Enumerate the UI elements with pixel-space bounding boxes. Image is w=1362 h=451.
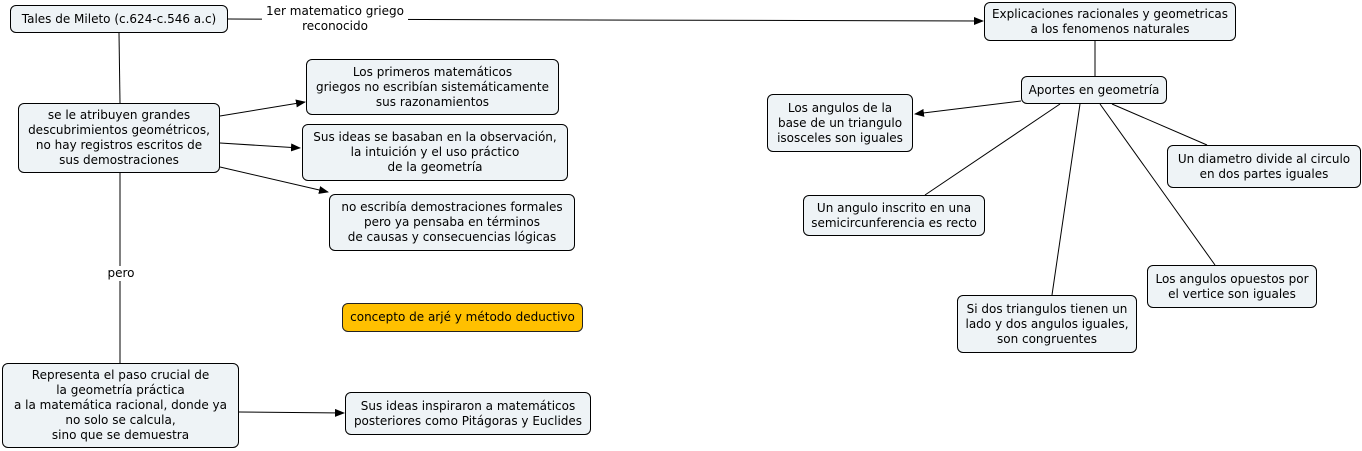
node-inscrito[interactable]: Un angulo inscrito en una semicircunferencia es recto bbox=[803, 195, 985, 236]
edge-aportes-diametro bbox=[1112, 104, 1207, 145]
edge-aportes-congruentes bbox=[1052, 104, 1080, 295]
node-representa[interactable]: Representa el paso crucial de la geometría práctica a la matemática racional, donde ya no solo se calcula, sino que se demuestra bbox=[2, 363, 239, 448]
node-inspiraron[interactable]: Sus ideas inspiraron a matemáticos posteriores como Pitágoras y Euclides bbox=[345, 392, 591, 435]
node-congruentes[interactable]: Si dos triangulos tienen un lado y dos angulos iguales, son congruentes bbox=[957, 295, 1137, 353]
node-diametro[interactable]: Un diametro divide al circulo en dos partes iguales bbox=[1167, 145, 1361, 188]
edge-label-reconocido: 1er matematico griego reconocido bbox=[262, 4, 408, 34]
edge-tales-atribuyen bbox=[119, 33, 120, 103]
node-no-escribia[interactable]: no escribía demostraciones formales pero ya pensaba en términos de causas y consecuencias lógicas bbox=[329, 194, 575, 251]
edge-atribuyen-primeros bbox=[220, 102, 305, 116]
node-explicaciones[interactable]: Explicaciones racionales y geometricas a los fenomenos naturales bbox=[984, 2, 1236, 41]
node-arje[interactable]: concepto de arjé y método deductivo bbox=[342, 303, 583, 332]
edge-aportes-inscrito bbox=[925, 104, 1060, 195]
edge-representa-inspiraron bbox=[239, 412, 344, 413]
node-aportes[interactable]: Aportes en geometría bbox=[1021, 76, 1167, 104]
edge-aportes-isosceles bbox=[915, 101, 1021, 114]
edge-atribuyen-ideas bbox=[220, 143, 300, 148]
edge-label-pero: pero bbox=[98, 266, 144, 281]
node-opuestos[interactable]: Los angulos opuestos por el vertice son iguales bbox=[1147, 265, 1317, 308]
node-atribuyen[interactable]: se le atribuyen grandes descubrimientos geométricos, no hay registros escritos de sus demostraciones bbox=[18, 103, 220, 173]
node-primeros[interactable]: Los primeros matemáticos griegos no escribían sistemáticamente sus razonamientos bbox=[306, 59, 559, 115]
node-isosceles[interactable]: Los angulos de la base de un triangulo isosceles son iguales bbox=[767, 94, 913, 152]
node-tales[interactable]: Tales de Mileto (c.624-c.546 a.c) bbox=[10, 5, 228, 33]
node-ideas-basaban[interactable]: Sus ideas se basaban en la observación, la intuición y el uso práctico de la geometría bbox=[302, 124, 568, 181]
